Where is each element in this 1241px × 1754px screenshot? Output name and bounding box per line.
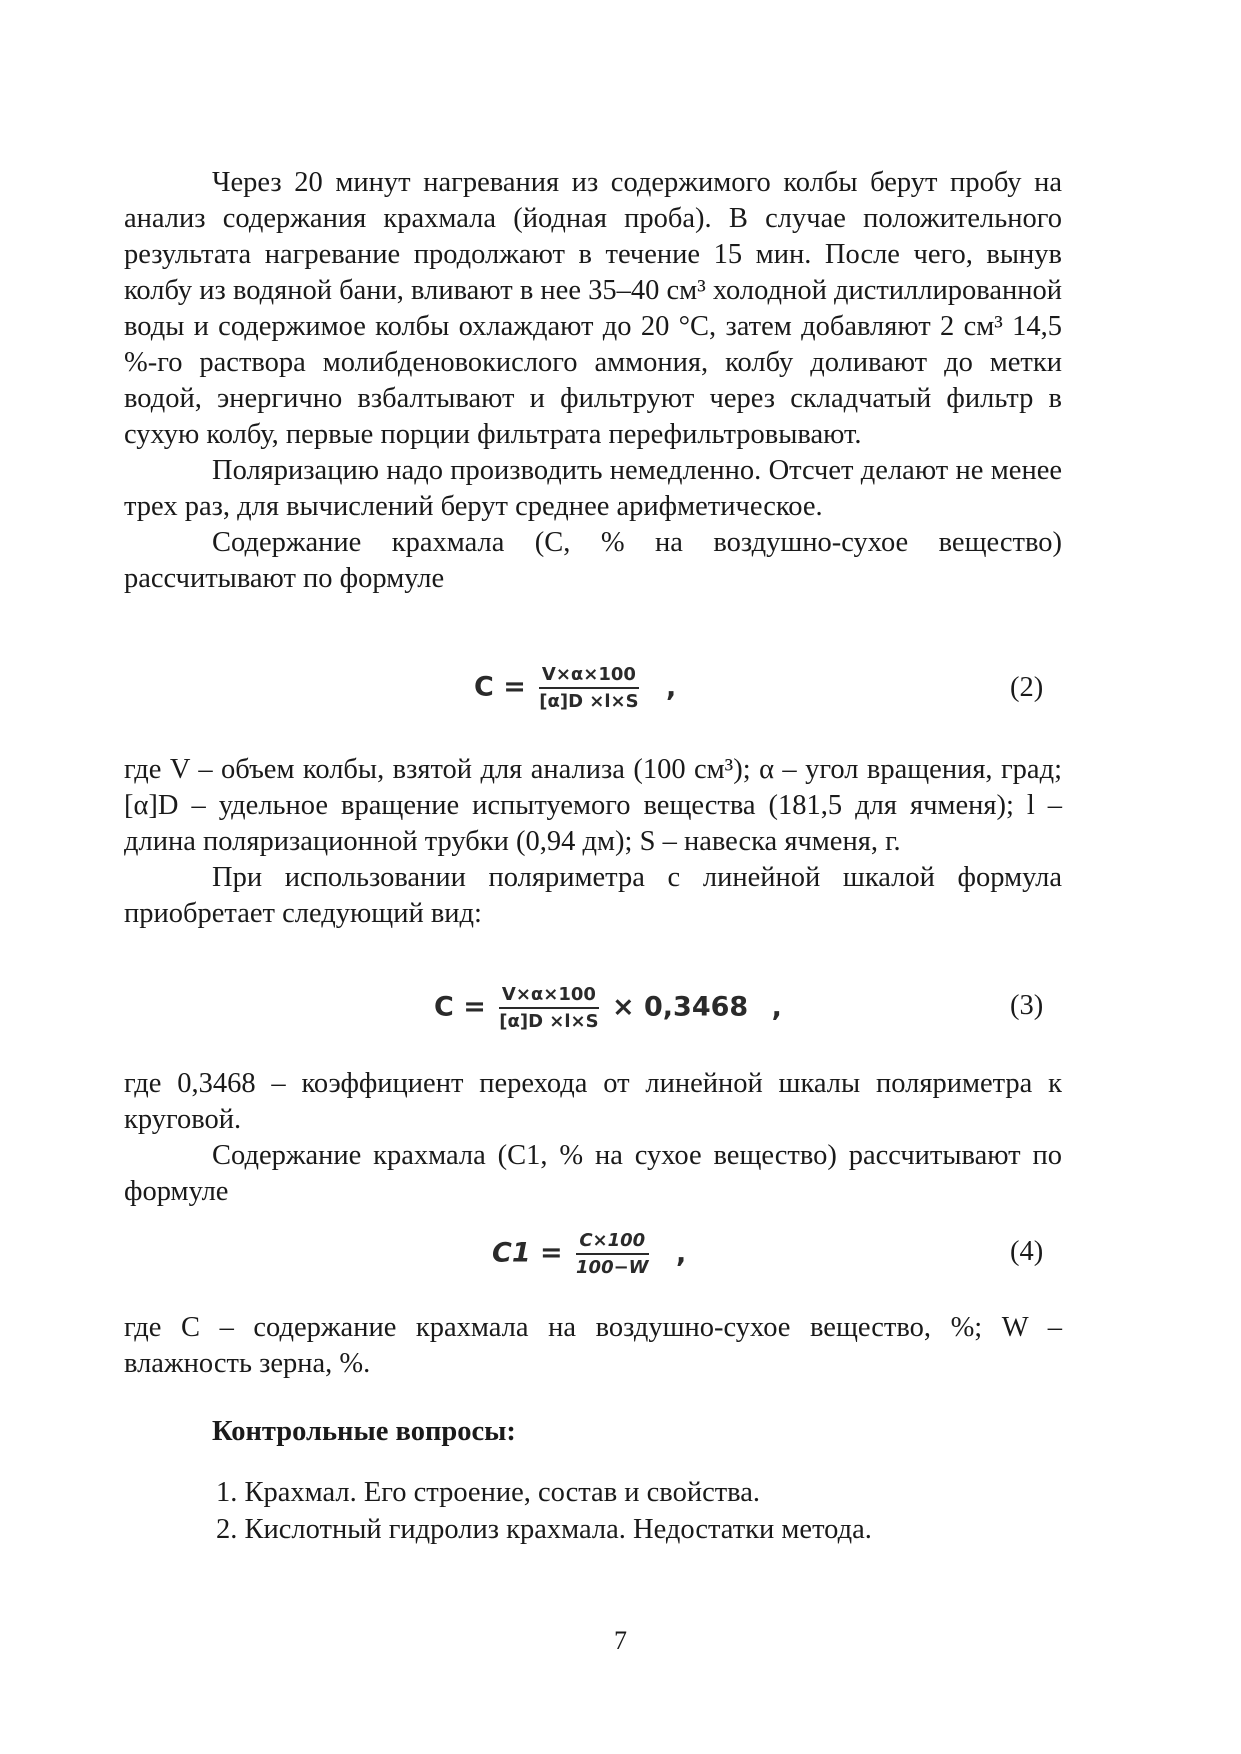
- formula-4-fraction: [576, 1230, 649, 1278]
- formula-3-lhs: C =: [434, 991, 486, 1023]
- formula-2-comma: ,: [665, 671, 677, 703]
- paragraph-7: Содержание крахмала (С1, % на сухое вещество) рассчитывают по формуле: [124, 1140, 1062, 1207]
- formula-3-multiplier: × 0,3468: [611, 991, 749, 1023]
- text-block-1: [124, 165, 1062, 597]
- formula-4-comma: ,: [675, 1237, 687, 1269]
- formula-3-comma: ,: [771, 991, 782, 1023]
- formula-2-lhs: C =: [474, 671, 526, 703]
- paragraph-6: где 0,3468 – коэффициент перехода от линейной шкалы поляриметра к круговой.: [124, 1068, 1062, 1135]
- formula-2-numerator: V×α×100: [539, 664, 638, 689]
- formula-3: [434, 984, 782, 1032]
- equation-number-4: (4): [1010, 1236, 1044, 1267]
- text-block-3: [124, 1066, 1062, 1210]
- question-item-2: 2. Кислотный гидролиз крахмала. Недостатки метода.: [216, 1514, 872, 1545]
- questions-heading: Контрольные вопросы:: [212, 1416, 516, 1447]
- formula-2-fraction: [539, 664, 638, 712]
- text-block-2: [124, 752, 1062, 932]
- equation-number-3: (3): [1010, 990, 1044, 1021]
- equation-number-2: (2): [1010, 672, 1044, 703]
- paragraph-1: Через 20 минут нагревания из содержимого колбы берут пробу на анализ содержания крахмала (йодная проба). В случае положительного результата нагревание продолжают в течение 15 мин. После чего, вынув колбу из водяной бани, вливают в нее 35–40 см³ холодной дистиллированной воды и содержимое колбы охлаждают до 20 °С, затем добавляют 2 см³ 14,5 %-го раствора молибденовокислого аммония, колбу доливают до метки водой, энергично взбалтывают и фильтруют через складчатый фильтр в сухую колбу, первые порции фильтрата перефильтровывают.: [124, 167, 1062, 450]
- formula-4: [492, 1230, 686, 1278]
- formula-4-numerator: C×100: [576, 1230, 649, 1255]
- question-item-1: 1. Крахмал. Его строение, состав и свойства.: [216, 1477, 761, 1508]
- formula-3-numerator: V×α×100: [499, 984, 598, 1009]
- formula-2: [474, 664, 676, 712]
- paragraph-5: При использовании поляриметра с линейной шкалой формула приобретает следующий вид:: [124, 862, 1062, 929]
- text-block-4: [124, 1310, 1062, 1382]
- paragraph-4: где V – объем колбы, взятой для анализа (100 см³); α – угол вращения, град; [α]D – удельное вращение испытуемого вещества (181,5 для ячменя); l – длина поляризационной трубки (0,94 дм); S – навеска ячменя, г.: [124, 754, 1062, 857]
- paragraph-2: Поляризацию надо производить немедленно. Отсчет делают не менее трех раз, для вычислений берут среднее арифметическое.: [124, 455, 1062, 522]
- paragraph-3: Содержание крахмала (С, % на воздушно-сухое вещество) рассчитывают по формуле: [124, 527, 1062, 594]
- page-number: 7: [614, 1626, 627, 1655]
- questions-list: [216, 1474, 872, 1548]
- formula-4-lhs: C1 =: [492, 1237, 563, 1269]
- paragraph-8: где С – содержание крахмала на воздушно-сухое вещество, %; W – влажность зерна, %.: [124, 1312, 1062, 1379]
- formula-4-denominator: 100−W: [576, 1257, 649, 1278]
- formula-3-denominator: [α]D ×l×S: [499, 1011, 599, 1032]
- formula-2-denominator: [α]D ×l×S: [539, 691, 639, 712]
- formula-3-fraction: [499, 984, 598, 1032]
